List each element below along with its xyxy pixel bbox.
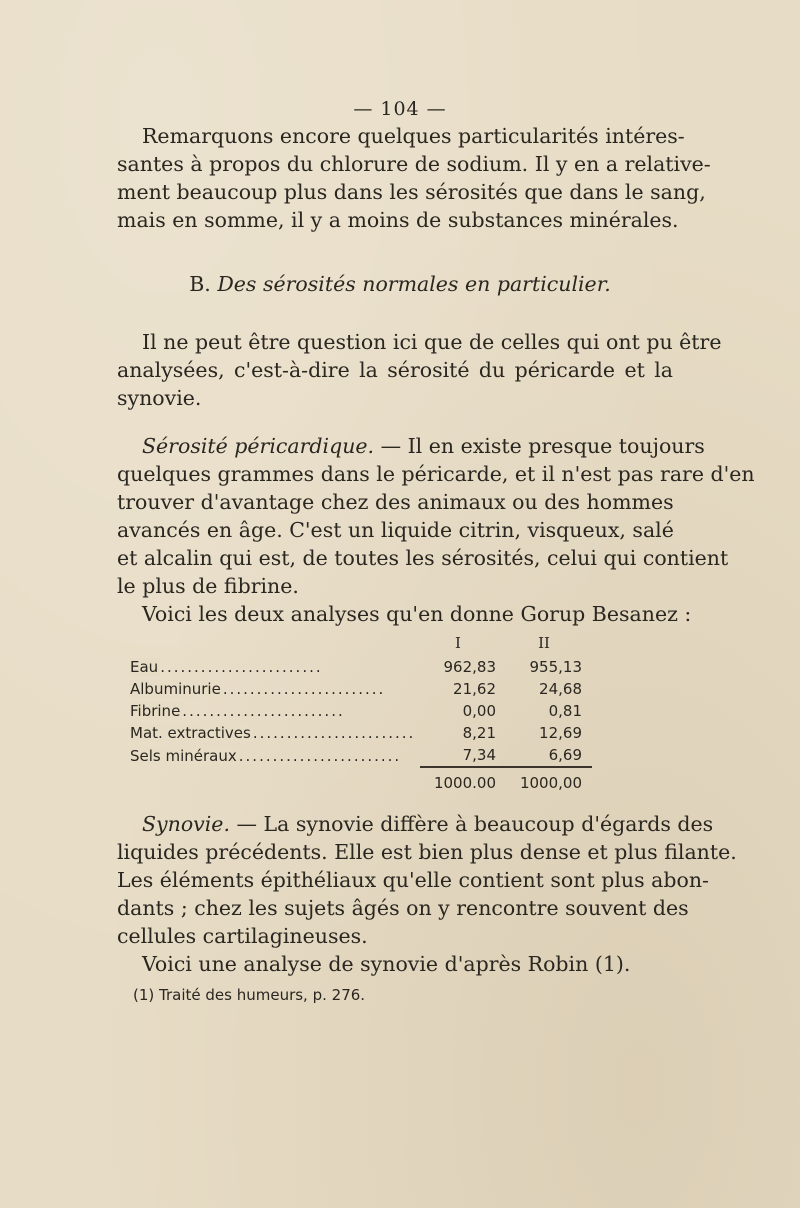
row-label: Mat. extractives	[130, 724, 251, 742]
text-line: dants ; chez les sujets âgés on y rencontre souvent des	[117, 896, 689, 920]
value-ii: 0,81	[548, 702, 582, 720]
total-ii: 1000,00	[506, 767, 592, 798]
table-total-row	[130, 767, 592, 798]
table-header-row	[130, 630, 592, 656]
table-row: Albuminurie ........................ 21,62 24,68	[130, 678, 592, 700]
paragraph-intro	[117, 328, 722, 412]
text-line: avancés en âge. C'est un liquide citrin, visqueux, salé	[117, 518, 674, 542]
text-line: analysées, c'est-à-dire la sérosité du péricarde et la	[117, 358, 673, 382]
section-title: Des sérosités normales en particulier.	[217, 272, 611, 296]
table-row: Fibrine ........................ 0,00 0,81	[130, 700, 592, 722]
row-label: Albuminurie	[130, 680, 221, 698]
text-line: Il ne peut être question ici que de celles qui ont pu être	[142, 330, 722, 354]
text-line: synovie.	[117, 386, 202, 410]
table-row: Sels minéraux ........................ 7,34 6,69	[130, 744, 592, 767]
paragraph-chlorure	[117, 122, 711, 234]
value-ii: 12,69	[539, 724, 582, 742]
row-label: Eau	[130, 658, 159, 676]
column-header-i: I	[455, 634, 461, 652]
text-line: Remarquons encore quelques particularités intéres-	[142, 124, 685, 148]
value-ii: 955,13	[529, 658, 582, 676]
subsection-title: Sérosité péricardique.	[142, 434, 375, 458]
text-line: le plus de fibrine.	[117, 574, 299, 598]
text-line: cellules cartilagineuses.	[117, 924, 368, 948]
row-label: Sels minéraux	[130, 746, 237, 765]
text-line: santes à propos du chlorure de sodium. Il y en a relative-	[117, 152, 711, 176]
value-i: 7,34	[462, 746, 496, 764]
text-line: trouver d'avantage chez des animaux ou des hommes	[117, 490, 674, 514]
text-line: ment beaucoup plus dans les sérosités que dans le sang,	[117, 180, 706, 204]
table-row: Eau ........................ 962,83 955,13	[130, 656, 592, 678]
text-line: mais en somme, il y a moins de substances minérales.	[117, 208, 679, 232]
text-line: Synovie. — La synovie diffère à beaucoup d'égards des	[142, 812, 714, 836]
page-number: — 104 —	[353, 98, 447, 120]
section-letter: B.	[189, 272, 211, 296]
analysis-table	[130, 630, 592, 798]
section-heading	[0, 272, 800, 296]
value-i: 8,21	[462, 724, 496, 742]
value-ii: 6,69	[548, 746, 582, 764]
text-line: quelques grammes dans le péricarde, et il n'est pas rare d'en	[117, 462, 755, 486]
total-i: 1000.00	[420, 767, 506, 798]
value-i: 962,83	[443, 658, 496, 676]
text-line: Voici les deux analyses qu'en donne Gorup Besanez :	[142, 602, 692, 626]
paragraph-pericardique	[117, 432, 755, 628]
table-row: Mat. extractives ........................ 8,21 12,69	[130, 722, 592, 744]
text-line: Les éléments épithéliaux qu'elle contient sont plus abon-	[117, 868, 709, 892]
value-ii: 24,68	[539, 680, 582, 698]
subsection-title: Synovie.	[142, 812, 230, 836]
column-header-ii: II	[538, 634, 550, 652]
row-label: Fibrine	[130, 702, 181, 720]
paragraph-synovie	[117, 810, 737, 978]
value-i: 21,62	[453, 680, 496, 698]
text-line: et alcalin qui est, de toutes les sérosités, celui qui contient	[117, 546, 729, 570]
text-line: Voici une analyse de synovie d'après Robin (1).	[142, 952, 631, 976]
text-line: Sérosité péricardique. — Il en existe presque toujours	[142, 434, 705, 458]
value-i: 0,00	[462, 702, 496, 720]
footnote: (1) Traité des humeurs, p. 276.	[133, 986, 366, 1004]
text-line: liquides précédents. Elle est bien plus dense et plus filante.	[117, 840, 737, 864]
